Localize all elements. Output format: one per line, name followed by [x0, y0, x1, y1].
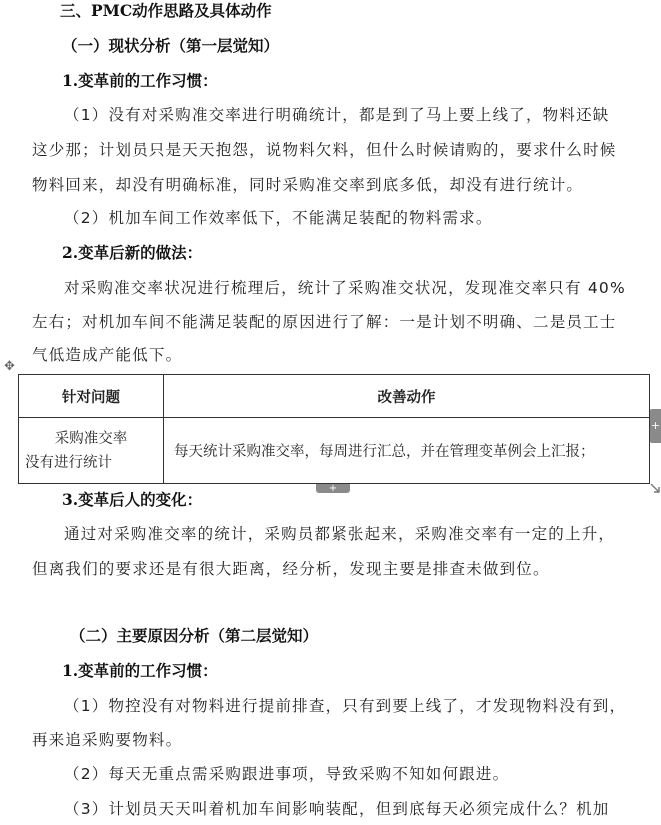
paragraph-line: 左右；对机加车间不能满足装配的原因进行了解：一是计划不明确、二是员工士 — [32, 313, 617, 331]
paragraph-line: 物料回来，却没有明确标准，同时采购准交率到底多低，却没有进行统计。 — [32, 176, 584, 194]
issue-text-line: 没有进行统计 — [25, 454, 112, 471]
resize-corner-icon[interactable] — [650, 483, 660, 493]
part1-subheading-2: 2.变革后新的做法： — [62, 243, 203, 262]
paragraph-line: 通过对采购准交率的统计，采购员都紧张起来，采购准交率有一定的上升， — [64, 525, 616, 543]
paragraph-line: 但离我们的要求还是有很大距离，经分析，发现主要是排查未做到位。 — [32, 560, 550, 578]
table-cell-issue[interactable] — [19, 418, 164, 484]
table-row — [19, 418, 650, 484]
move-arrows-icon[interactable]: ✥ — [4, 359, 15, 374]
issue-text-line: 采购准交率 — [54, 430, 128, 447]
paragraph-line: （2）机加车间工作效率低下，不能满足装配的物料需求。 — [64, 209, 493, 227]
part1-subheading-1: 1.变革前的工作习惯： — [62, 71, 218, 90]
paragraph-line: （2）每天无重点需采购跟进事项，导致采购不知如何跟进。 — [64, 765, 510, 783]
part2-subheading-1: 1.变革前的工作习惯： — [62, 661, 218, 680]
add-column-button[interactable] — [650, 409, 661, 443]
part2-heading: （二）主要原因分析（第二层觉知） — [70, 626, 319, 645]
paragraph-line: 再来追采购要物料。 — [32, 731, 183, 749]
table-header-action: 改善动作 — [164, 375, 650, 418]
table-cell-action[interactable]: 每天统计采购准交率，每周进行汇总，并在管理变革例会上汇报； — [164, 418, 650, 484]
paragraph-line: （1）没有对采购准交率进行明确统计，都是到了马上要上线了，物料还缺 — [64, 106, 610, 124]
table-header-issue: 针对问题 — [19, 375, 164, 418]
paragraph-line: 对采购准交率状况进行梳理后，统计了采购准交状况，发现准交率只有 40% — [64, 279, 626, 297]
part1-heading: （一）现状分析（第一层觉知） — [62, 36, 280, 55]
paragraph-line: 这少那；计划员只是天天抱怨，说物料欠料，但什么时候请购的，要求什么时候 — [32, 141, 617, 159]
plus-icon: + — [650, 419, 661, 432]
section-title: 三、PMC动作思路及具体动作 — [60, 1, 272, 20]
table-header-row — [19, 375, 650, 418]
part1-subheading-3: 3.变革后人的变化： — [62, 490, 203, 509]
plus-icon: + — [328, 483, 338, 494]
paragraph-line: （3）计划员天天叫着机加车间影响装配，但到底每天必须完成什么？机加 — [64, 800, 610, 818]
improvement-table — [18, 374, 650, 484]
add-row-button[interactable] — [316, 484, 350, 493]
paragraph-line: 气低造成产能低下。 — [32, 346, 183, 364]
paragraph-line: （1）物控没有对物料进行提前排查，只有到要上线了，才发现物料没有到， — [64, 697, 627, 715]
